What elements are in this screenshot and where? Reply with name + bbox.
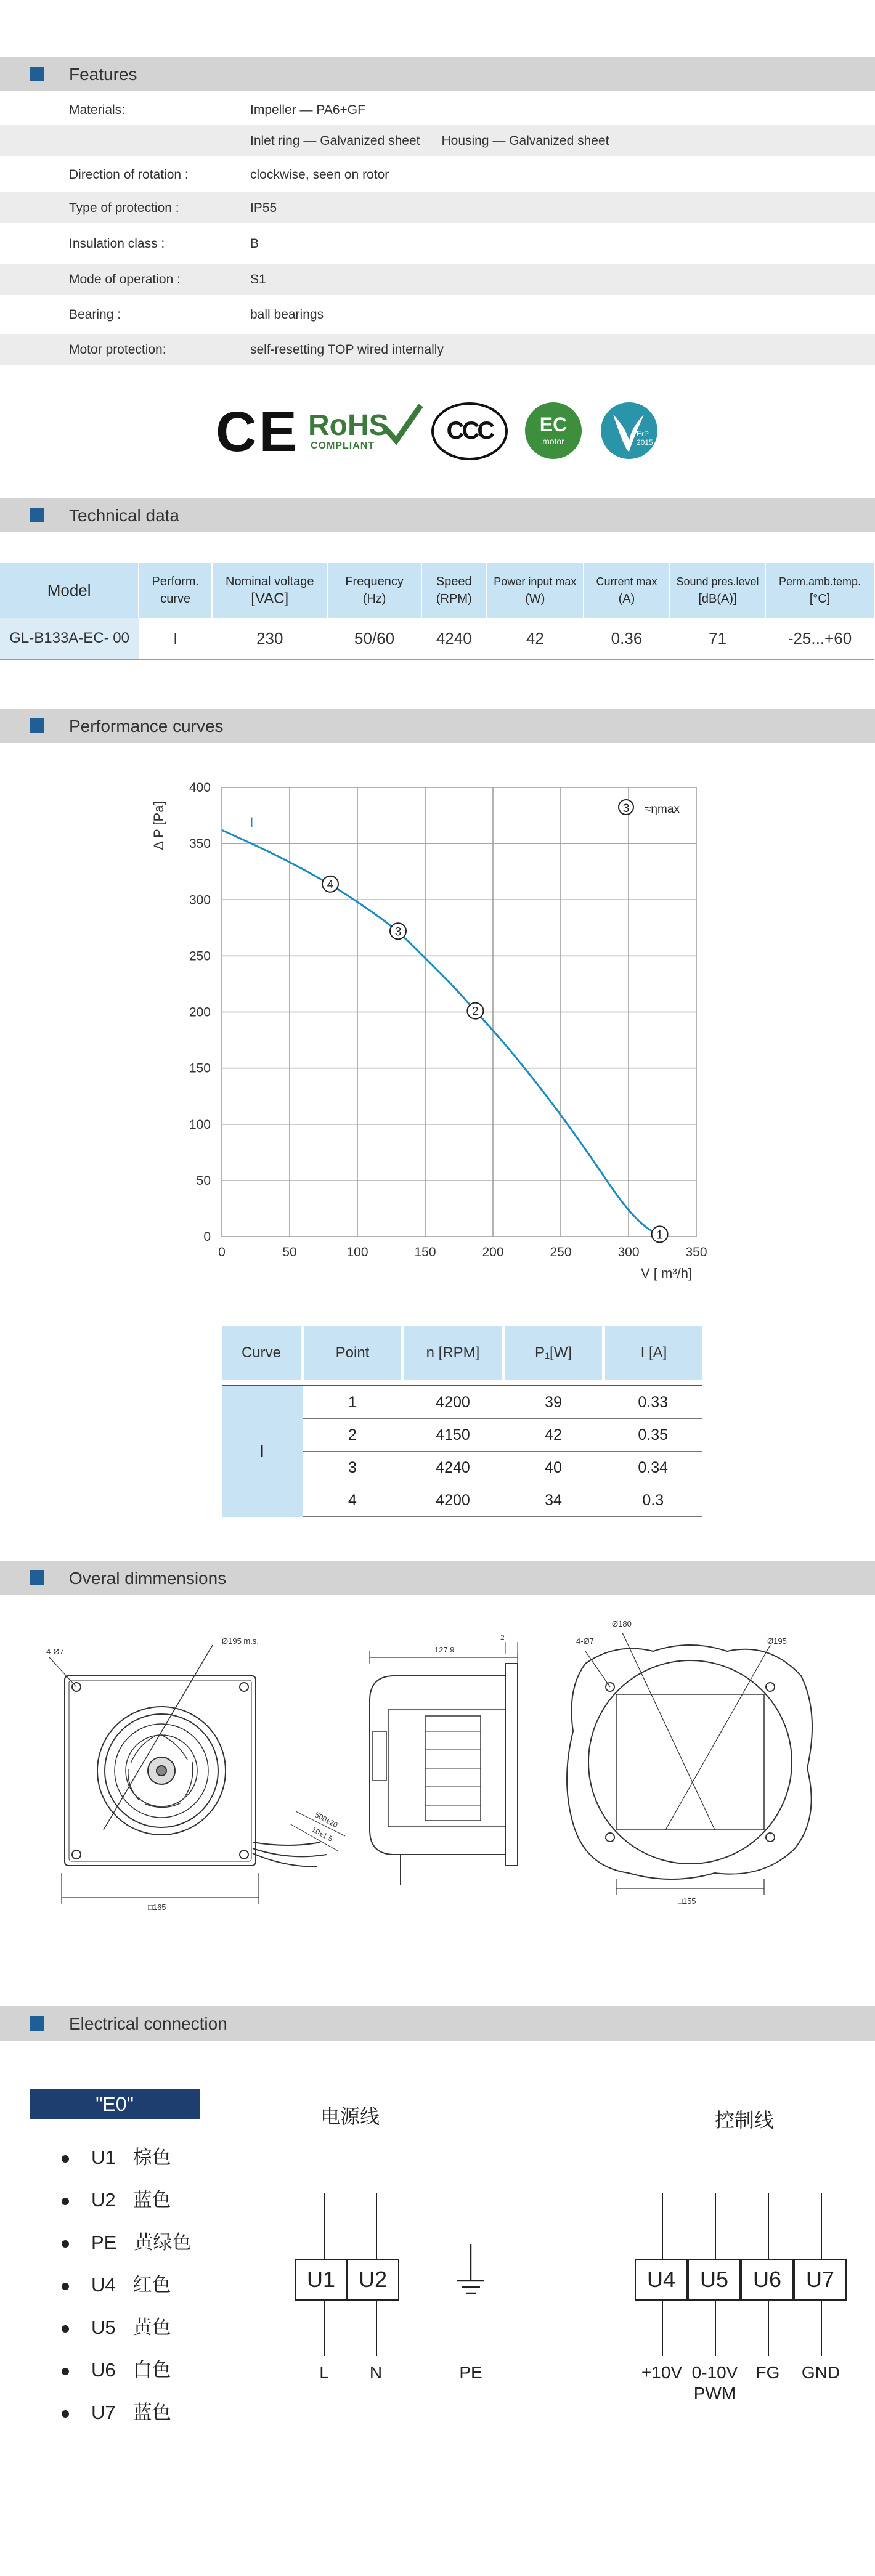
ground-icon xyxy=(452,2244,489,2312)
col-header-unit: (Hz) xyxy=(362,592,386,606)
wire-u2-top xyxy=(376,2193,377,2260)
cell-rpm: 4240 xyxy=(403,1452,503,1484)
feature-row xyxy=(0,264,875,295)
table-row xyxy=(0,618,874,660)
cutout-width-dim: □155 xyxy=(678,1896,696,1906)
legend-text: ≈ηmax xyxy=(645,803,680,816)
wire-u7-bottom xyxy=(821,2299,822,2356)
cell-power: 34 xyxy=(503,1484,604,1517)
feature-row xyxy=(0,125,875,156)
col-header-unit: (A) xyxy=(618,592,635,606)
cell-power: 39 xyxy=(503,1386,604,1419)
y-tick-label: 350 xyxy=(189,837,211,851)
feature-value: ball bearings xyxy=(250,307,324,322)
wire-code: U2 xyxy=(91,2189,116,2211)
wire-u6-top xyxy=(768,2193,769,2260)
section-marker xyxy=(30,718,44,733)
chart-points xyxy=(322,876,668,1243)
section-marker xyxy=(30,508,44,522)
col-header-label: Sound pres.level xyxy=(676,575,759,588)
electrical-title: Electrical connection xyxy=(69,2014,227,2033)
cell-point: 2 xyxy=(303,1419,403,1452)
feature-value: Inlet ring — Galvanized sheet Housing — Galvanized sheet xyxy=(250,134,609,148)
wire-code: U6 xyxy=(91,2359,116,2381)
feature-value: self-resetting TOP wired internally xyxy=(250,343,444,357)
col-header-unit: (W) xyxy=(525,592,545,606)
feature-value: Impeller — PA6+GF xyxy=(250,103,365,117)
wire-u1-top xyxy=(324,2193,325,2260)
x-tick-label: 300 xyxy=(617,1245,640,1259)
y-axis-label: Δ P [Pa] xyxy=(151,801,166,850)
y-tick-label: 200 xyxy=(189,1005,211,1020)
wire-color: 蓝色 xyxy=(132,2402,171,2423)
cell-curve: I xyxy=(139,618,212,660)
chart-ticks xyxy=(189,781,707,1259)
cell-current: 0.3 xyxy=(604,1484,703,1517)
list-item xyxy=(62,2397,171,2424)
leaf-icon xyxy=(601,402,657,459)
cell-speed: 4240 xyxy=(421,618,487,660)
wire-code: U7 xyxy=(91,2402,116,2423)
y-tick-label: 0 xyxy=(203,1230,211,1244)
y-tick-label: 250 xyxy=(189,949,211,964)
wire-color: 白色 xyxy=(132,2359,171,2381)
feature-key: Motor protection: xyxy=(69,343,166,357)
bullet xyxy=(62,2283,69,2290)
point-label-2: 2 xyxy=(472,1005,479,1018)
wire-u7-top xyxy=(821,2193,822,2260)
bullet xyxy=(62,2155,69,2163)
col-header xyxy=(584,563,670,618)
cell-point: 1 xyxy=(303,1386,403,1419)
terminal-u7: U7 xyxy=(794,2259,847,2301)
list-item xyxy=(62,2312,171,2339)
connection-badge: "E0" xyxy=(30,2089,200,2119)
cell-rpm: 4150 xyxy=(403,1419,503,1452)
col-header: n [RPM] xyxy=(403,1326,503,1380)
y-tick-label: 400 xyxy=(189,781,211,795)
curve-label: I xyxy=(250,815,254,831)
control-title: 控制线 xyxy=(715,2109,775,2131)
bullet xyxy=(62,2325,69,2333)
col-header-unit: (RPM) xyxy=(436,592,472,606)
feature-row xyxy=(0,334,875,365)
feature-row xyxy=(0,192,875,223)
wire-code: PE xyxy=(91,2232,117,2253)
col-header-label: Model xyxy=(47,580,91,599)
cutout-dia1-dim: Ø180 xyxy=(612,1619,632,1628)
wire-color: 黄绿色 xyxy=(134,2232,192,2253)
x-tick-label: 200 xyxy=(482,1245,504,1259)
point-label-1: 1 xyxy=(656,1229,663,1242)
cell-rpm: 4200 xyxy=(403,1386,503,1419)
wire-u6-bottom xyxy=(768,2299,769,2356)
cell-model: GL-B133A-EC- 00 xyxy=(0,618,139,660)
label-pe: PE xyxy=(459,2363,482,2382)
table-header-row xyxy=(0,563,874,618)
legend xyxy=(619,800,680,816)
rohs-logo-icon xyxy=(308,408,425,458)
series-line-i xyxy=(222,830,660,1234)
performance-title: Performance curves xyxy=(69,717,224,736)
cell-current: 0.35 xyxy=(604,1419,703,1452)
point-label-4: 4 xyxy=(327,878,334,892)
cell-point: 4 xyxy=(303,1484,403,1517)
wire-u5-top xyxy=(715,2193,716,2260)
cell-power: 42 xyxy=(503,1419,604,1452)
y-tick-label: 50 xyxy=(196,1173,211,1188)
cell-current: 0.34 xyxy=(604,1452,703,1484)
feature-key: Type of protection : xyxy=(69,201,179,215)
bullet xyxy=(62,2410,69,2418)
x-tick-label: 150 xyxy=(414,1245,436,1259)
list-item xyxy=(62,2227,191,2254)
certification-logos xyxy=(210,397,665,465)
cutout-view-drawing xyxy=(567,1633,812,1895)
label-10v: +10V xyxy=(641,2363,683,2382)
wire-code: U4 xyxy=(91,2274,116,2296)
y-tick-label: 100 xyxy=(189,1117,211,1132)
bullet xyxy=(62,2368,69,2375)
wire-u1-bottom xyxy=(324,2299,325,2356)
col-header xyxy=(487,563,584,618)
cell-temp: -25...+60 xyxy=(765,618,874,660)
feature-key: Materials: xyxy=(69,103,126,117)
list-item xyxy=(62,2269,171,2297)
col-header-unit: [dB(A)] xyxy=(698,592,737,606)
col-header: I [A] xyxy=(604,1326,703,1380)
technical-data-table xyxy=(0,563,875,660)
col-header-label: Perm.amb.temp. xyxy=(778,575,861,588)
side-view-drawing xyxy=(370,1642,518,1885)
col-header: Curve xyxy=(222,1326,303,1380)
erp-year: 2015 xyxy=(637,438,653,447)
feature-value: IP55 xyxy=(250,201,277,215)
ec-sub: motor xyxy=(542,436,564,446)
rohs-sub: COMPLIANT xyxy=(311,441,375,451)
col-header-unit: [VAC] xyxy=(251,590,289,607)
x-tick-label: 250 xyxy=(550,1245,572,1259)
feature-row xyxy=(0,159,875,190)
x-axis-label: V [ m³/h] xyxy=(641,1266,693,1281)
terminal-u4: U4 xyxy=(635,2259,688,2301)
erp-text: ErP xyxy=(637,429,649,438)
wire-color: 蓝色 xyxy=(132,2189,171,2211)
feature-row xyxy=(0,94,875,125)
feature-key: Insulation class : xyxy=(69,237,165,251)
front-view-drawing xyxy=(49,1645,345,1904)
cell-current: 0.33 xyxy=(604,1386,703,1419)
feature-key: Bearing : xyxy=(69,307,121,322)
wire-u4-bottom xyxy=(662,2299,663,2356)
x-tick-label: 350 xyxy=(685,1245,707,1259)
x-tick-label: 100 xyxy=(346,1245,368,1259)
terminal-u5: U5 xyxy=(688,2259,741,2301)
dimensions-header xyxy=(0,1561,875,1595)
cell-power: 40 xyxy=(503,1452,604,1484)
chart-grid xyxy=(222,787,696,1237)
feature-key: Mode of operation : xyxy=(69,272,181,286)
feature-row xyxy=(0,299,875,330)
terminal-u1: U1 xyxy=(295,2259,348,2301)
ccc-text: CCC xyxy=(446,417,493,444)
bullet xyxy=(62,2240,69,2248)
power-title: 电源线 xyxy=(320,2105,380,2127)
cell-power: 42 xyxy=(487,618,584,660)
col-header-label: Current max xyxy=(596,575,657,588)
label-0-10v: 0-10V xyxy=(691,2363,738,2382)
list-item xyxy=(62,2354,171,2382)
col-header xyxy=(139,563,212,618)
col-header-unit: [°C] xyxy=(809,592,831,606)
wire-code: U1 xyxy=(91,2147,116,2168)
ce-mark-icon: CE xyxy=(216,400,299,463)
col-header xyxy=(765,563,874,618)
legend-number: 3 xyxy=(622,802,630,815)
wire-u2-bottom xyxy=(376,2299,377,2356)
col-header: P₁[W] xyxy=(503,1326,604,1380)
electrical-header xyxy=(0,2006,875,2041)
erp-logo-icon xyxy=(601,402,657,459)
ec-motor-logo-icon xyxy=(525,402,582,459)
side-flange-dim: 2 xyxy=(500,1633,505,1642)
technical-title: Technical data xyxy=(69,506,180,525)
curve-points-table xyxy=(222,1326,702,1517)
col-header xyxy=(327,563,421,618)
x-tick-label: 50 xyxy=(282,1245,297,1259)
terminal-u6: U6 xyxy=(741,2259,794,2301)
front-width-dim: □165 xyxy=(148,1903,166,1912)
col-header-label: Perform. xyxy=(152,575,200,588)
list-item xyxy=(62,2184,171,2212)
dimension-drawings xyxy=(0,1608,875,1953)
y-tick-label: 150 xyxy=(189,1061,211,1076)
wire-code: U5 xyxy=(91,2317,116,2338)
col-header-label: Frequency xyxy=(345,575,404,588)
front-dia-dim: Ø195 m.s. xyxy=(222,1636,259,1646)
cutout-dia2-dim: Ø195 xyxy=(767,1636,787,1646)
terminal-u2: U2 xyxy=(346,2259,399,2301)
col-header-unit: curve xyxy=(160,592,191,606)
wire-u5-bottom xyxy=(715,2299,716,2356)
front-holes-dim: 4-Ø7 xyxy=(46,1647,64,1656)
col-header xyxy=(421,563,487,618)
performance-chart xyxy=(0,758,875,1349)
wire-color: 红色 xyxy=(132,2274,171,2296)
label-pwm: PWM xyxy=(693,2384,736,2403)
section-marker xyxy=(30,67,44,81)
cell-frequency: 50/60 xyxy=(327,618,421,660)
col-header xyxy=(0,563,139,618)
cell-current: 0.36 xyxy=(584,618,670,660)
section-marker xyxy=(30,2016,44,2031)
y-tick-label: 300 xyxy=(189,893,211,908)
feature-value: S1 xyxy=(250,272,266,286)
cutout-holes-dim: 4-Ø7 xyxy=(576,1636,594,1646)
wire-u4-top xyxy=(662,2193,663,2260)
cable-strip-dim: 10±1.5 xyxy=(310,1825,335,1843)
side-depth-dim: 127.9 xyxy=(434,1645,455,1654)
wire-color: 黄色 xyxy=(132,2317,171,2338)
performance-header xyxy=(0,709,875,743)
cell-rpm: 4200 xyxy=(403,1484,503,1517)
col-header-label: Nominal voltage xyxy=(226,575,314,588)
point-label-3: 3 xyxy=(394,925,402,939)
label-n: N xyxy=(369,2363,383,2382)
label-l: L xyxy=(319,2363,329,2382)
cell-point: 3 xyxy=(303,1452,403,1484)
features-header xyxy=(0,57,875,91)
section-marker xyxy=(30,1570,44,1585)
features-title: Features xyxy=(69,65,137,84)
feature-value: B xyxy=(250,237,259,251)
table-row xyxy=(222,1386,702,1419)
list-item xyxy=(62,2142,171,2169)
cable-length-dim: 500±20 xyxy=(313,1810,340,1830)
feature-value: clockwise, seen on rotor xyxy=(250,168,389,182)
label-fg: FG xyxy=(755,2363,780,2382)
col-header-label: Power input max xyxy=(494,575,577,588)
col-header: Point xyxy=(303,1326,403,1380)
cell-voltage: 230 xyxy=(212,618,327,660)
col-header xyxy=(212,563,327,618)
feature-row xyxy=(0,228,875,259)
label-gnd: GND xyxy=(801,2363,840,2382)
cell-curve: I xyxy=(222,1386,303,1517)
bullet xyxy=(62,2198,69,2205)
x-tick-label: 0 xyxy=(218,1245,226,1259)
rohs-text: RoHS xyxy=(308,409,389,442)
cell-sound: 71 xyxy=(670,618,765,660)
feature-key: Direction of rotation : xyxy=(69,168,189,182)
check-icon xyxy=(381,402,424,445)
table-header-row xyxy=(222,1326,702,1380)
wire-color: 棕色 xyxy=(132,2147,171,2168)
ccc-logo-icon xyxy=(431,402,508,460)
col-header xyxy=(670,563,765,618)
dimensions-title: Overal dimmensions xyxy=(69,1569,227,1588)
ec-text: EC xyxy=(539,413,568,436)
col-header-label: Speed xyxy=(436,575,472,588)
technical-header xyxy=(0,498,875,532)
